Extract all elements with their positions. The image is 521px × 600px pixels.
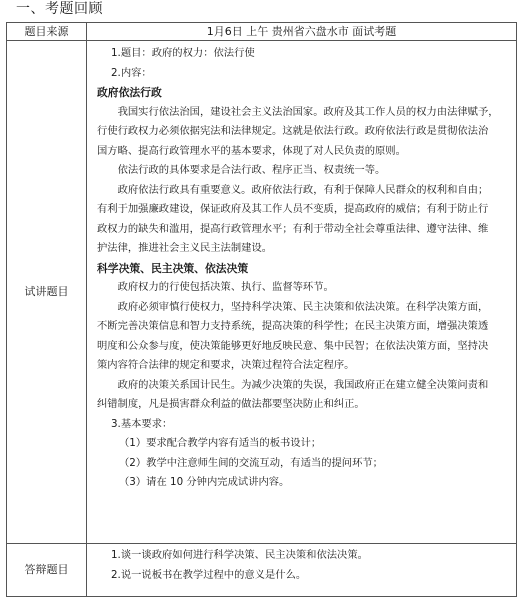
requirement-item: （1）要求配合教学内容有适当的板书设计；: [119, 437, 322, 449]
paragraph-line: 纠错制度，凡是损害群众利益的做法都要坚决防止和纠正。: [97, 398, 365, 410]
lecture-label: 试讲题目: [7, 41, 87, 544]
exam-review-table: [6, 22, 517, 597]
source-row: [7, 23, 517, 41]
defense-question: 2.说一说板书在教学过程中的意义是什么。: [111, 568, 307, 581]
lecture-content-cell: [87, 41, 517, 544]
content-label: 2.内容：: [111, 66, 152, 79]
section-heading: 一、考题回顾: [16, 1, 103, 17]
defense-content-cell: [87, 544, 517, 597]
source-label: 题目来源: [7, 23, 87, 41]
paragraph-line: 护法律，推进社会主义民主法制建设。: [97, 242, 273, 254]
paragraph-line: 政权力的缺失和滥用，提高行政管理水平；有利于带动全社会尊重法律、遵守法律、维: [97, 222, 489, 235]
source-value: 1月6日 上午 贵州省六盘水市 面试考题: [87, 23, 517, 41]
paragraph-line: 行使行政权力必须依据宪法和法律规定。这就是依法行政。政府依法行政是贯彻依法治: [97, 125, 489, 137]
lecture-row: [7, 41, 517, 544]
paragraph-line: 策内容符合法律的规定和要求，决策过程符合法定程序。: [97, 359, 355, 371]
paragraph-line: 政府权力的行使包括决策、执行、监督等环节。: [117, 281, 334, 293]
heading-scientific-decision: 科学决策、民主决策、依法决策: [97, 261, 249, 275]
paragraph-line: 不断完善决策信息和智力支持系统，提高决策的科学性；在民主决策方面，增强决策透: [97, 320, 489, 332]
paragraph-line: 依法行政的具体要求是合法行政、程序正当、权责统一等。: [117, 164, 386, 176]
paragraph-line: 政府的决策关系国计民生。为减少决策的失误，我国政府正在建立健全决策问责和: [117, 378, 489, 391]
paragraph-line: 政府依法行政具有重要意义。政府依法行政，有利于保障人民群众的权利和自由；: [117, 183, 489, 196]
paragraph-line: 有利于加强廉政建设，保证政府及其工作人员不变质，提高政府的威信；有利于防止行: [97, 203, 489, 215]
lecture-topic: 1.题目：政府的权力：依法行使: [111, 47, 255, 59]
defense-label: 答辩题目: [7, 544, 87, 597]
paragraph-line: 政府必须审慎行使权力，坚持科学决策、民主决策和依法决策。在科学决策方面，: [117, 300, 489, 313]
paragraph-line: 明度和公众参与度，使决策能够更好地反映民意、集中民智；在依法决策方面，坚持决: [97, 339, 489, 352]
requirements-label: 3.基本要求：: [111, 417, 173, 430]
defense-row: [7, 544, 517, 597]
paragraph-line: 国方略、提高行政管理水平的基本要求，体现了对人民负责的原则。: [97, 144, 406, 157]
requirement-item: （3）请在 10 分钟内完成试讲内容。: [119, 476, 290, 488]
requirement-item: （2）教学中注意师生间的交流互动，有适当的提问环节；: [119, 456, 383, 469]
heading-lawful-administration: 政府依法行政: [97, 86, 162, 99]
defense-question: 1.谈一谈政府如何进行科学决策、民主决策和依法决策。: [111, 549, 368, 561]
paragraph-line: 我国实行依法治国，建设社会主义法治国家。政府及其工作人员的权力由法律赋予，: [117, 105, 499, 118]
